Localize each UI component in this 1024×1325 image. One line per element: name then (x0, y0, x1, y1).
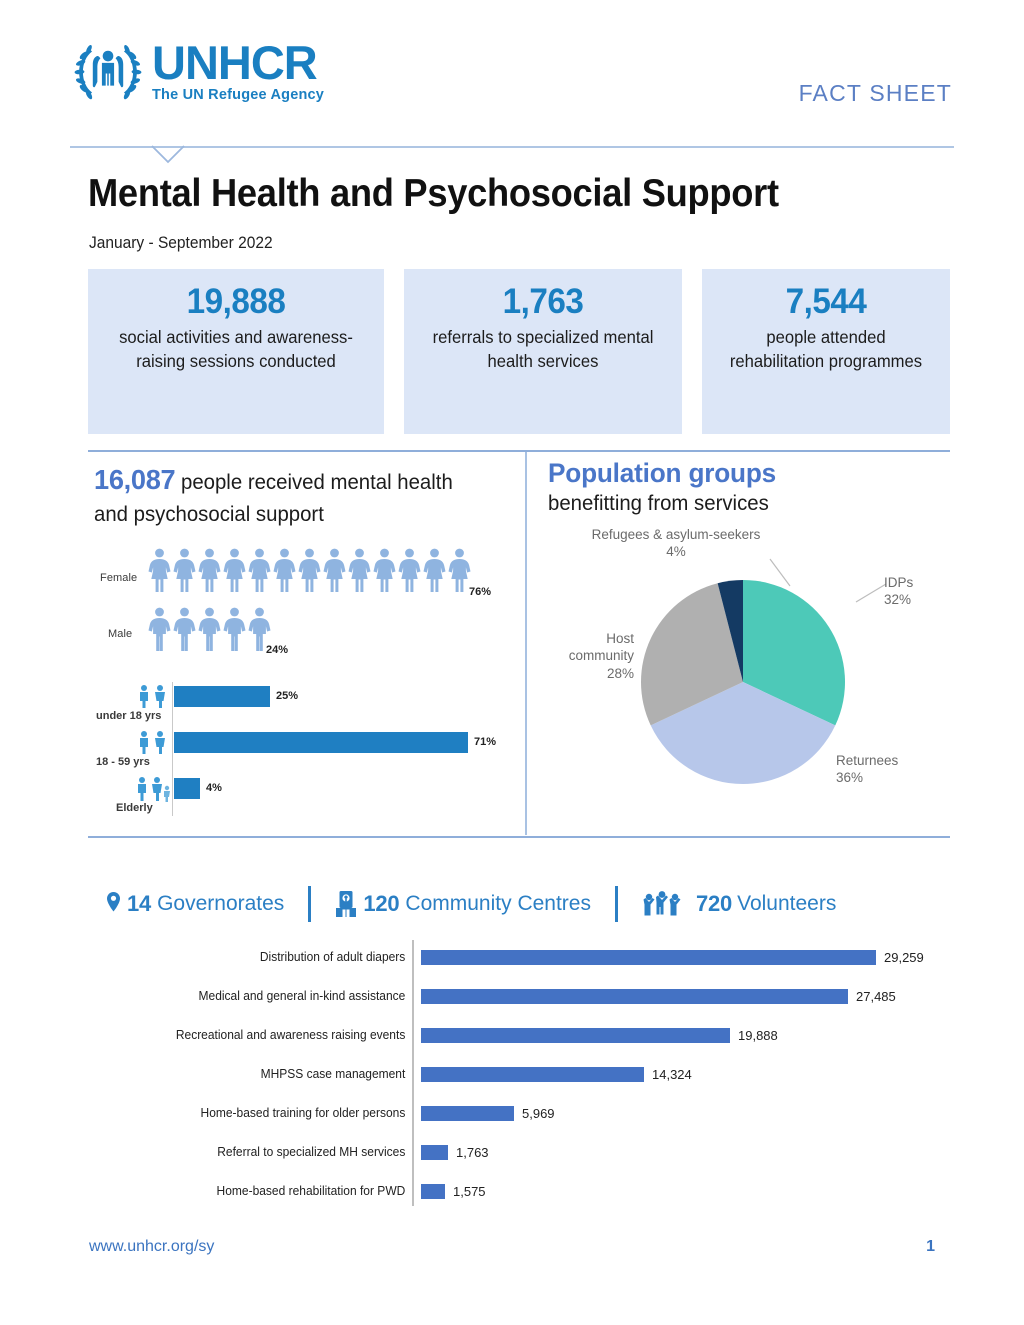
footer-url[interactable]: www.unhcr.org/sy (89, 1238, 215, 1255)
community-centres-label: Community Centres (405, 892, 591, 915)
pie-label-host-name: Host community (568, 631, 634, 664)
pictogram-icons-male (148, 607, 271, 653)
bar-chart-row (150, 1143, 940, 1161)
bar-chart-row (150, 1065, 940, 1083)
strip-separator (615, 886, 618, 922)
bar-value-label: 27,485 (856, 988, 896, 1004)
pie-label-idps (884, 574, 948, 609)
logo-wordmark: UNHCR (152, 35, 317, 89)
pie-label-returnees (836, 752, 946, 787)
bar-category-label: Distribution of adult diapers (259, 950, 406, 964)
population-groups-title: Population groups (548, 458, 777, 488)
volunteers-stat (642, 890, 836, 918)
pie-label-idps-name: IDPs (884, 575, 914, 590)
female-person-icon (148, 548, 171, 594)
pie-label-host-value: 28% (606, 665, 634, 681)
governorates-stat (105, 891, 284, 917)
female-person-icon (248, 548, 271, 594)
stat-label: referrals to specialized mental health services (432, 327, 654, 372)
footer-page-number: 1 (926, 1238, 935, 1255)
stat-value: 7,544 (785, 282, 867, 321)
community-centres-stat (335, 890, 591, 918)
presence-summary-strip (105, 880, 895, 928)
bar-fill (421, 1145, 448, 1160)
population-groups-panel (548, 458, 948, 833)
bar-fill (421, 1184, 445, 1199)
female-person-icon (273, 548, 296, 594)
key-figures-row (88, 269, 950, 434)
bar-category-label: Recreational and awareness raising events (175, 1028, 406, 1042)
bar-value-label: 19,888 (738, 1027, 778, 1043)
female-person-icon (323, 548, 346, 594)
stat-card (404, 269, 682, 434)
bar-fill (421, 1106, 514, 1121)
stat-card (88, 269, 384, 434)
bar-value-label: 5,969 (522, 1105, 555, 1121)
age-label-under18: under 18 yrs (96, 710, 162, 722)
age-bar-elderly (174, 778, 200, 799)
stat-value: 19,888 (186, 282, 286, 321)
bar-fill (421, 1028, 730, 1043)
page-title: Mental Health and Psychosocial Support (88, 172, 779, 215)
age-value-elderly: 4% (206, 782, 222, 794)
volunteers-count: 720 (695, 891, 733, 916)
age-value-18to59: 71% (474, 736, 497, 748)
leader-line-idps (856, 584, 886, 602)
pie-label-returnees-value: 36% (836, 770, 864, 786)
stat-label: people attended rehabilitation programmes (729, 327, 923, 372)
bar-fill (421, 1067, 644, 1082)
bar-value-label: 1,763 (456, 1144, 489, 1160)
bar-value-label: 1,575 (453, 1183, 486, 1199)
beneficiaries-headline (94, 460, 482, 530)
location-pin-icon (105, 891, 122, 917)
community-centre-icon (335, 890, 357, 918)
male-person-icon (198, 607, 221, 653)
bar-value-label: 29,259 (884, 949, 924, 965)
pie-label-refugees (550, 526, 802, 561)
female-person-icon (173, 548, 196, 594)
pictogram-icons-female (148, 548, 471, 594)
female-person-icon (373, 548, 396, 594)
female-person-icon (348, 548, 371, 594)
logo-tagline: The UN Refugee Agency (152, 87, 325, 104)
governorates-count: 14 (127, 891, 152, 916)
header-divider (70, 146, 954, 148)
male-person-icon (223, 607, 246, 653)
beneficiaries-text: people received mental health and psychosocial support (94, 471, 453, 526)
age-group-chart (94, 682, 514, 822)
pictogram-label-female: Female (100, 572, 138, 584)
services-bar-chart (150, 940, 940, 1210)
stat-card (702, 269, 950, 434)
bar-value-label: 14,324 (652, 1066, 692, 1082)
bar-chart-row (150, 1104, 940, 1122)
bar-category-label: Home-based rehabilitation for PWD (216, 1184, 406, 1198)
female-person-icon (198, 548, 221, 594)
bar-category-label: Medical and general in-kind assistance (198, 989, 406, 1003)
unhcr-emblem-icon (70, 34, 146, 110)
population-groups-subtitle: benefitting from services (548, 492, 769, 515)
volunteers-label: Volunteers (737, 892, 837, 915)
bar-category-label: MHPSS case management (260, 1067, 406, 1081)
age-label-elderly: Elderly (116, 802, 153, 814)
pictogram-pct-female: 76% (469, 586, 492, 598)
volunteers-icon (642, 890, 682, 918)
page-subtitle: January - September 2022 (89, 234, 273, 252)
beneficiaries-panel (94, 460, 519, 830)
bar-chart-row (150, 1182, 940, 1200)
male-person-icon (173, 607, 196, 653)
age-value-under18: 25% (276, 690, 299, 702)
female-person-icon (298, 548, 321, 594)
elderly-people-icon (134, 776, 172, 802)
bar-fill (421, 950, 876, 965)
two-people-icon (136, 684, 170, 708)
bar-chart-row (150, 1026, 940, 1044)
two-people-icon (136, 730, 170, 754)
male-person-icon (148, 607, 171, 653)
chevron-down-icon (152, 146, 184, 164)
bar-chart-row (150, 987, 940, 1005)
unhcr-logo (70, 34, 324, 110)
female-person-icon (398, 548, 421, 594)
page-header (0, 0, 1024, 150)
bar-category-label: Referral to specialized MH services (217, 1145, 406, 1159)
strip-separator (308, 886, 311, 922)
stat-value: 1,763 (502, 282, 584, 321)
age-bar-18to59 (174, 732, 468, 753)
female-person-icon (223, 548, 246, 594)
pictogram-pct-male: 24% (266, 644, 289, 656)
section-divider-top (88, 450, 950, 452)
age-label-18to59: 18 - 59 yrs (96, 756, 150, 768)
document-type-label: FACT SHEET (798, 80, 952, 106)
panel-divider-vertical (525, 452, 527, 835)
bar-chart-row (150, 948, 940, 966)
pictogram-label-male: Male (108, 628, 133, 640)
beneficiaries-number: 16,087 (94, 464, 176, 495)
pie-label-returnees-name: Returnees (836, 753, 899, 768)
pie-label-idps-value: 32% (884, 592, 912, 608)
female-person-icon (448, 548, 471, 594)
pie-label-refugees-value: 4% (666, 544, 686, 560)
age-bar-under18 (174, 686, 270, 707)
section-divider-bottom (88, 836, 950, 838)
bar-category-label: Home-based training for older persons (200, 1106, 406, 1120)
pie-label-host (538, 630, 634, 682)
leader-line-refugees (770, 559, 790, 586)
female-person-icon (423, 548, 446, 594)
community-centres-count: 120 (363, 891, 400, 916)
population-groups-pie-chart (538, 527, 948, 829)
governorates-label: Governorates (157, 892, 285, 915)
stat-label: social activities and awareness-raising sessions conducted (119, 327, 353, 372)
pie-label-refugees-name: Refugees & asylum-seekers (591, 527, 761, 542)
bar-fill (421, 989, 848, 1004)
